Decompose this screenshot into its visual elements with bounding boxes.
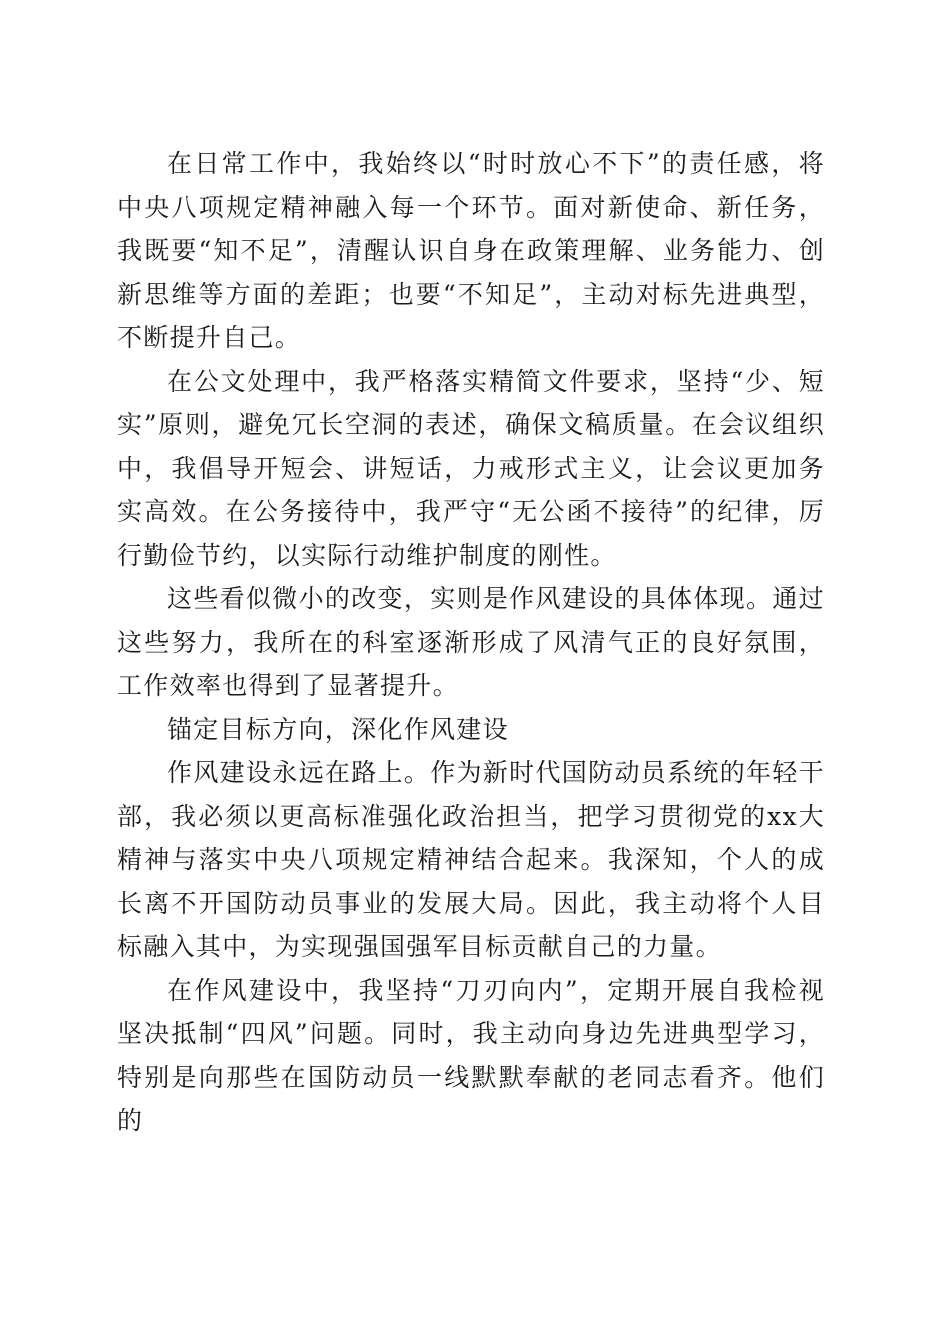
paragraph-blade-inward: 在作风建设中，我坚持“刀刃向内”，定期开展自我检视坚决抵制“四风”问题。同时，我主动向身边先进典型学习，特别是向那些在国防动员一线默默奉献的老同志看齐。他们的 [117,975,825,1135]
paragraph-small-changes: 这些看似微小的改变，实则是作风建设的具体体现。通过这些努力，我所在的科室逐渐形成了风清气正的良好氛围，工作效率也得到了显著提升。 [117,584,825,700]
document-body [117,142,825,1143]
paragraph-daily-work: 在日常工作中，我始终以“时时放心不下”的责任感，将中央八项规定精神融入每一个环节。面对新使命、新任务，我既要“知不足”，清醒认识自身在政策理解、业务能力、创新思维等方面的差距；也要“不知足”，主动对标先进典型，不断提升自己。 [117,149,825,352]
section-heading: 锚定目标方向，深化作风建设 [167,714,509,744]
paragraph-official-documents: 在公文处理中，我严格落实精简文件要求，坚持“少、短实”原则，避免冗长空洞的表述，确保文稿质量。在会议组织中，我倡导开短会、讲短话，力戒形式主义，让会议更加务实高效。在公务接待中，我严守“无公函不接待”的纪律，厉行勤俭节约，以实际行动维护制度的刚性。 [117,366,825,570]
paragraph-always-on-road: 作风建设永远在路上。作为新时代国防动员系统的年轻干部，我必须以更高标准强化政治担当，把学习贯彻党的xx大精神与落实中央八项规定精神结合起来。我深知，个人的成长离不开国防动员事业的发展大局。因此，我主动将个人目标融入其中，为实现强国强军目标贡献自己的力量。 [117,758,825,961]
